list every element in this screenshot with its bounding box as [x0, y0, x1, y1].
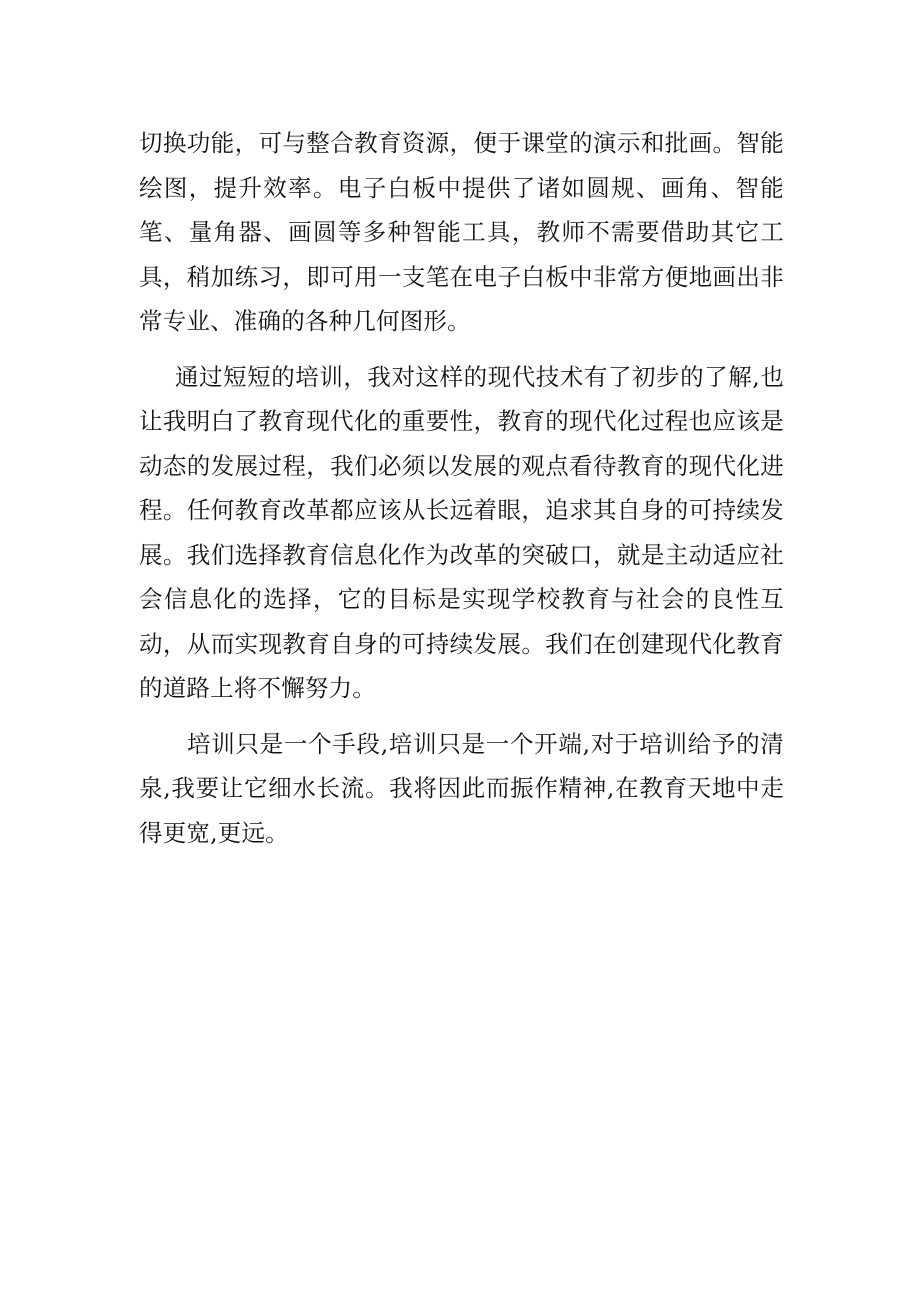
paragraph-conclusion: 培训只是一个手段,培训只是一个开端,对于培训给予的清泉,我要让它细水长流。我将因此而振作精神,在教育天地中走得更宽,更远。	[139, 729, 784, 847]
paragraph-whiteboard-features: 切换功能，可与整合教育资源，便于课堂的演示和批画。智能绘图，提升效率。电子白板中提供了诸如圆规、画角、智能笔、量角器、画圆等多种智能工具，教师不需要借助其它工具，稍加练习，即可用一支笔在电子白板中非常方便地画出非常专业、准确的各种几何图形。	[139, 129, 784, 335]
document-body	[139, 121, 784, 855]
paragraph-training-reflection: 通过短短的培训，我对这样的现代技术有了初步的了解,也让我明白了教育现代化的重要性，教育的现代化过程也应该是动态的发展过程，我们必须以发展的观点看待教育的现代化进程。任何教育改革都应该从长远着眼，追求其自身的可持续发展。我们选择教育信息化作为改革的突破口，就是主动适应社会信息化的选择，它的目标是实现学校教育与社会的良性互动，从而实现教育自身的可持续发展。我们在创建现代化教育的道路上将不懈努力。	[139, 362, 784, 702]
